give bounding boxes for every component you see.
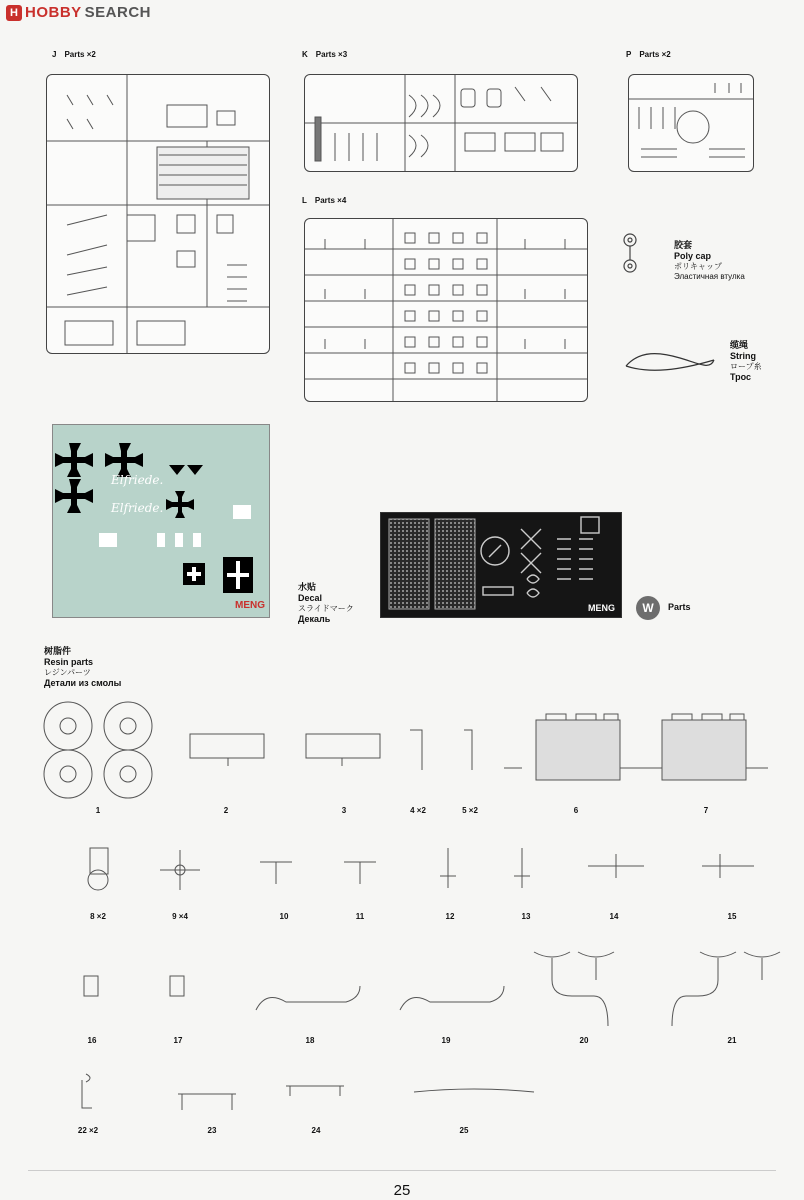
decal-zh: 水贴 — [298, 582, 317, 592]
part-number: 2 — [223, 806, 229, 815]
part-number: 6 — [573, 806, 579, 815]
decal-label — [298, 582, 354, 625]
part-number: 4 ×2 — [410, 806, 426, 815]
page-number: 25 — [393, 1182, 411, 1199]
decal-brand: MENG — [235, 600, 265, 611]
sprue-l-label — [302, 196, 346, 205]
photo-etch-parts-label: Parts — [668, 602, 691, 612]
sprue-l-frame — [304, 218, 588, 402]
photo-etch-brand: MENG — [588, 603, 615, 613]
sprue-parts-text: Parts — [314, 196, 335, 205]
part-number: 15 — [727, 912, 737, 921]
sprue-j-drawing — [47, 75, 269, 353]
sprue-qty: ×4 — [337, 196, 347, 205]
part-number: 5 ×2 — [462, 806, 478, 815]
watermark-text-search: SEARCH — [84, 4, 152, 21]
part-number: 24 — [311, 1126, 321, 1135]
sprue-qty: ×2 — [661, 50, 671, 59]
part-number: 19 — [441, 1036, 451, 1045]
poly-cap-en: Poly cap — [674, 251, 712, 261]
sprue-p-drawing — [629, 75, 753, 171]
footer-divider — [28, 1170, 776, 1171]
watermark-badge: H — [6, 5, 22, 21]
sprue-j-frame — [46, 74, 270, 354]
string-icon — [620, 348, 720, 376]
resin-zh: 树脂件 — [44, 646, 72, 656]
sprue-code: P — [626, 50, 632, 59]
decal-ru: Декаль — [298, 614, 331, 624]
sprue-k-label — [302, 50, 347, 59]
part-number: 3 — [341, 806, 347, 815]
part-number: 12 — [445, 912, 455, 921]
poly-cap-ja: ポリキャップ — [674, 262, 722, 271]
resin-en: Resin parts — [44, 657, 94, 667]
string-en: String — [730, 351, 756, 361]
resin-parts-drawing — [0, 690, 804, 1150]
sprue-parts-text: Parts — [639, 50, 660, 59]
sprue-j-label — [52, 50, 96, 59]
part-number: 21 — [727, 1036, 737, 1045]
sprue-code: L — [302, 196, 307, 205]
part-number: 10 — [279, 912, 289, 921]
part-number: 9 ×4 — [172, 912, 188, 921]
part-number: 7 — [703, 806, 709, 815]
resin-parts-label — [44, 646, 121, 689]
part-number: 16 — [87, 1036, 97, 1045]
part-number: 25 — [459, 1126, 469, 1135]
watermark-logo — [6, 4, 151, 21]
photo-etch-drawing — [381, 513, 621, 617]
string-ru: Трос — [730, 372, 752, 382]
resin-ja: レジンパーツ — [44, 668, 91, 677]
sprue-k-frame — [304, 74, 578, 172]
poly-cap-icon — [618, 232, 642, 276]
sprue-qty: ×3 — [338, 50, 348, 59]
decal-en: Decal — [298, 593, 323, 603]
decal-elfriede-2: Elfriede. — [111, 501, 164, 515]
part-number: 23 — [207, 1126, 217, 1135]
watermark-text-hobby: HOBBY — [25, 4, 82, 21]
sprue-p-label — [626, 50, 671, 59]
string-ja: ロープ糸 — [730, 362, 762, 371]
sprue-k-drawing — [305, 75, 577, 171]
part-number: 22 ×2 — [77, 1126, 99, 1135]
sprue-parts-text: Parts — [64, 50, 85, 59]
string-label — [730, 340, 762, 383]
part-number: 8 ×2 — [90, 912, 106, 921]
poly-cap-zh: 胶套 — [674, 240, 693, 250]
sprue-p-frame — [628, 74, 754, 172]
poly-cap-label — [674, 240, 745, 282]
part-number: 17 — [173, 1036, 183, 1045]
string-zh: 缆绳 — [730, 340, 749, 350]
part-number: 13 — [521, 912, 531, 921]
part-number: 20 — [579, 1036, 589, 1045]
sprue-parts-text: Parts — [315, 50, 336, 59]
decal-elfriede-1: Elfriede. — [111, 473, 164, 487]
poly-cap-ru: Эластичная втулка — [674, 272, 745, 281]
photo-etch-w-badge: W — [636, 596, 660, 620]
decal-crosses — [53, 425, 269, 617]
decal-sheet — [52, 424, 270, 618]
part-number: 18 — [305, 1036, 315, 1045]
photo-etch-fret — [380, 512, 622, 618]
sprue-l-drawing — [305, 219, 587, 401]
resin-ru: Детали из смолы — [44, 678, 122, 688]
sprue-code: J — [52, 50, 57, 59]
decal-ja: スライドマーク — [298, 604, 354, 613]
part-number: 11 — [355, 912, 365, 921]
sprue-code: K — [302, 50, 308, 59]
part-number: 14 — [609, 912, 619, 921]
sprue-qty: ×2 — [86, 50, 96, 59]
part-number: 1 — [95, 806, 101, 815]
